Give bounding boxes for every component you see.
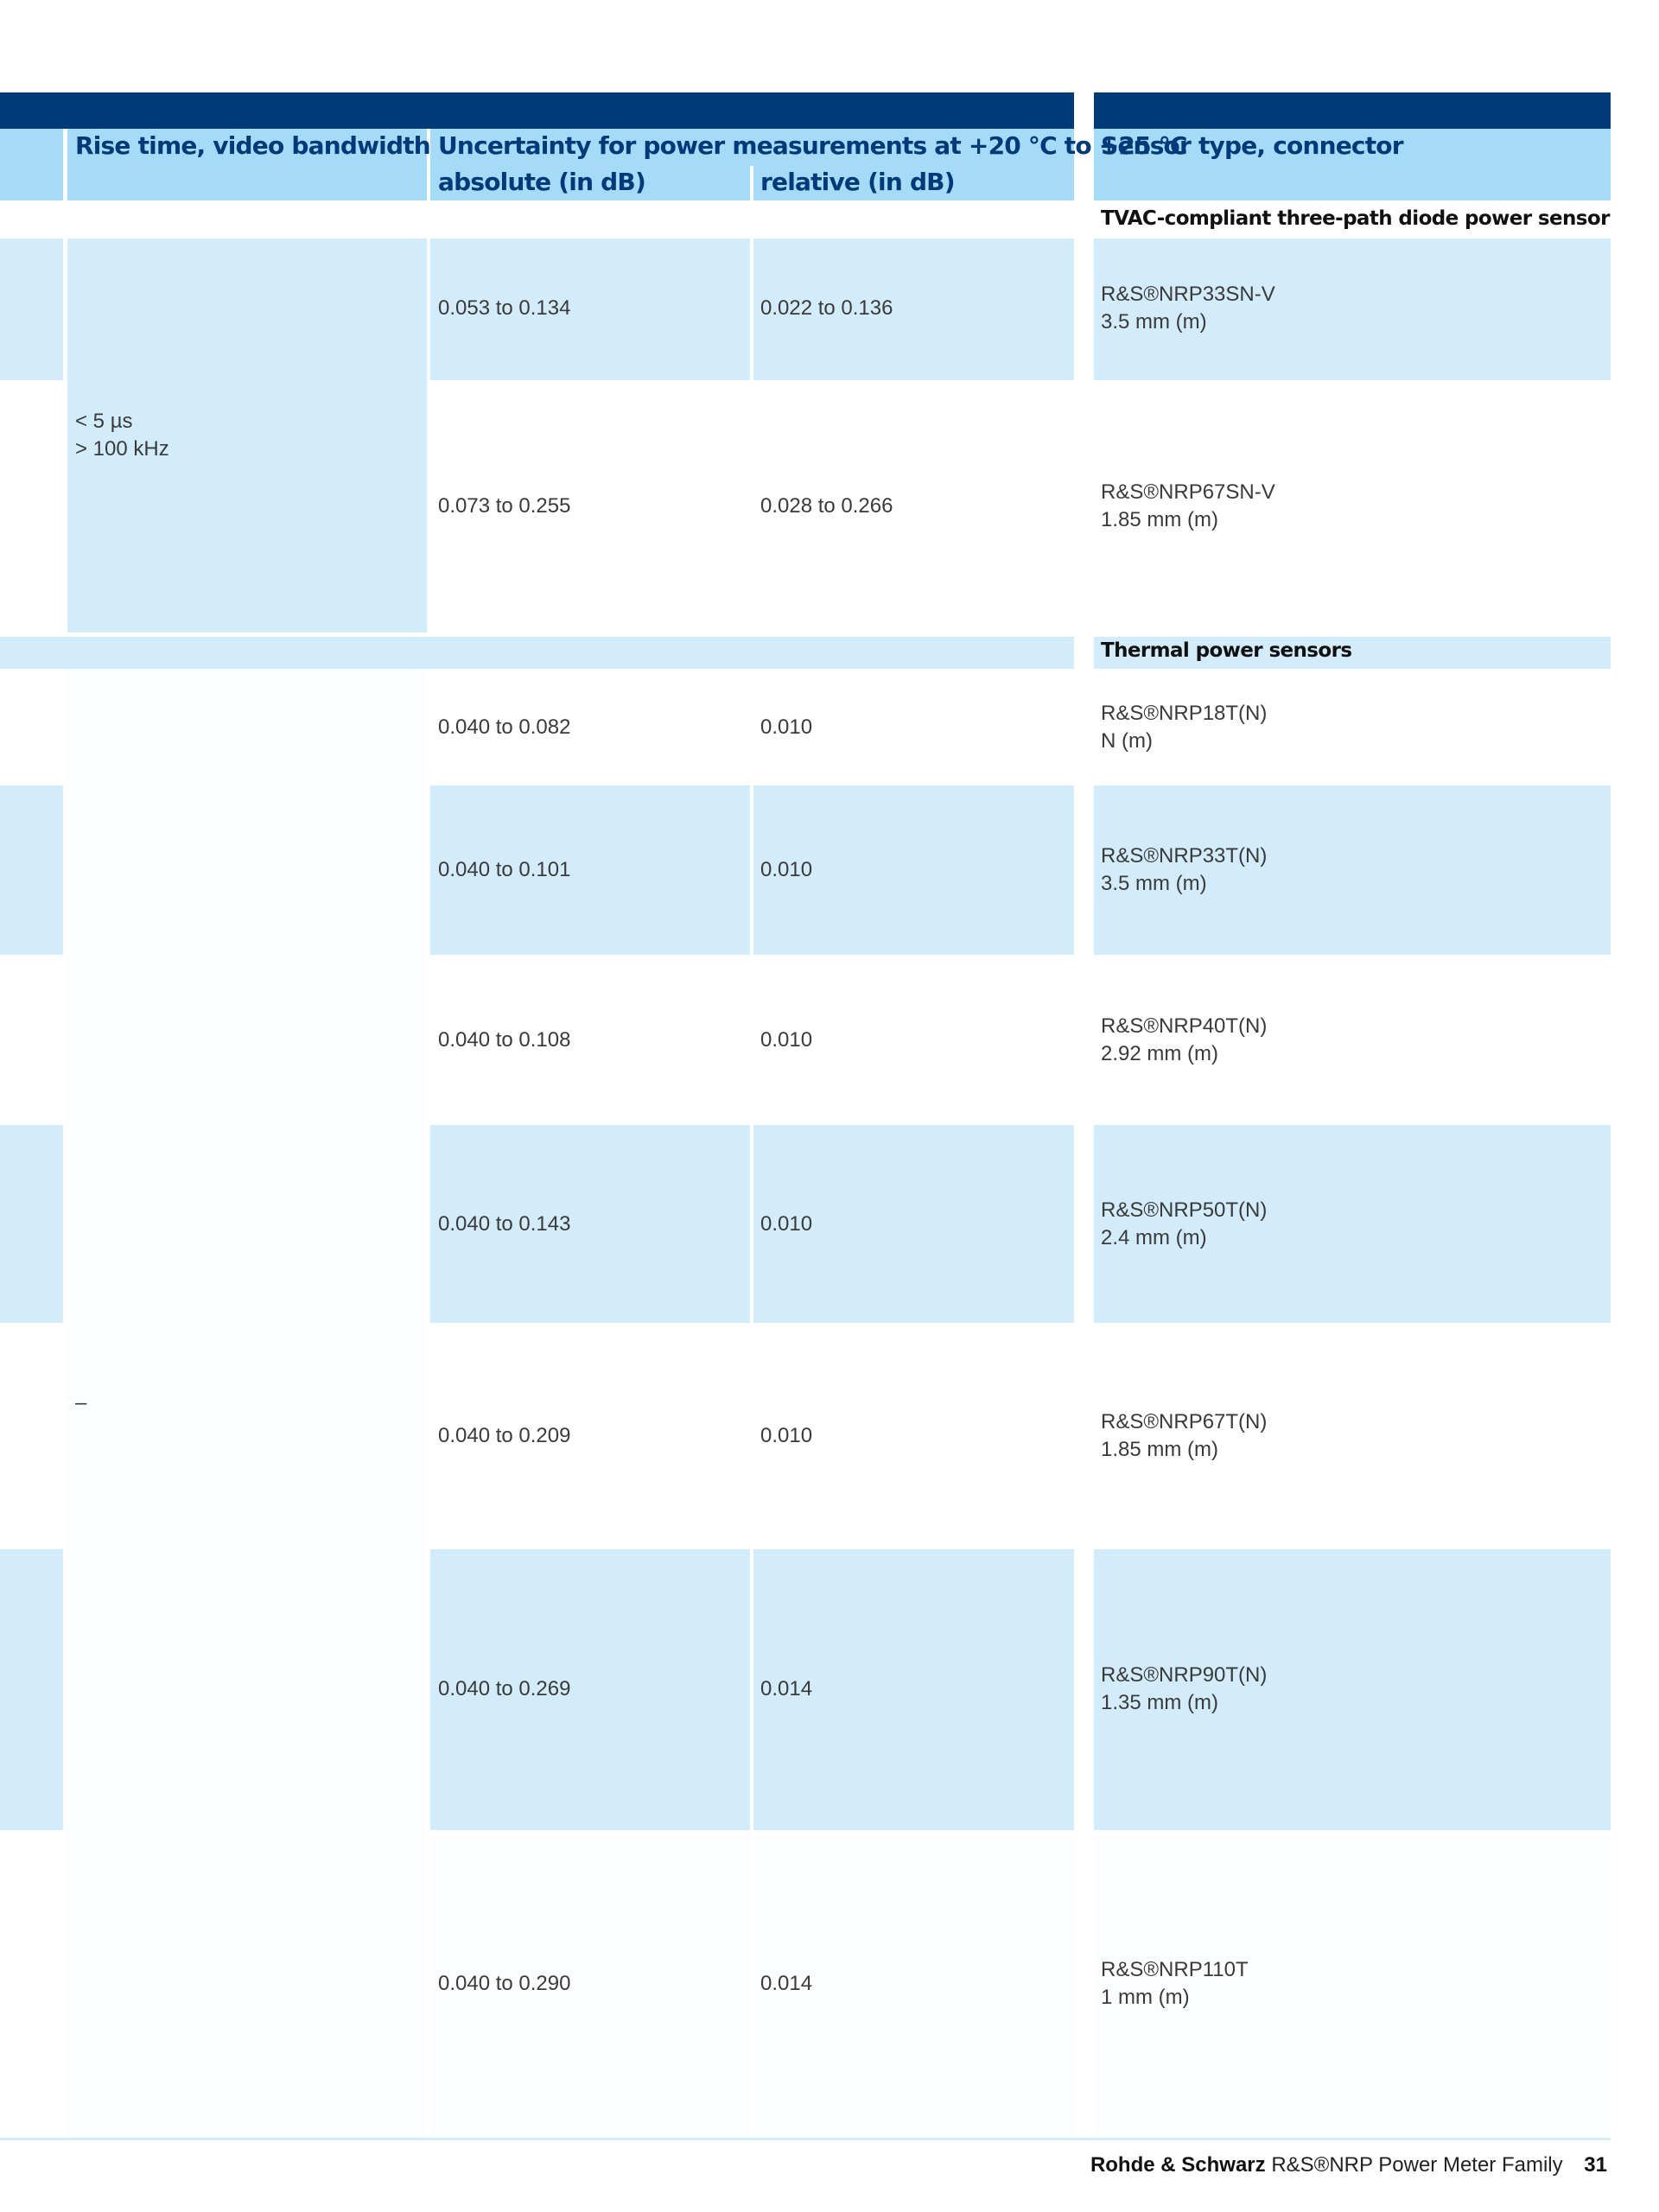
sensor-connector: 3.5 mm (m) xyxy=(1101,872,1207,895)
sensor-connector: 2.4 mm (m) xyxy=(1101,1226,1207,1249)
thermal-rise-time: – xyxy=(75,1391,87,1414)
page-number: 31 xyxy=(1584,2153,1607,2177)
sensor-connector: 3.5 mm (m) xyxy=(1101,310,1207,334)
sensor-name: R&S®NRP40T(N) xyxy=(1101,1014,1268,1038)
cell-absolute: 0.053 to 0.134 xyxy=(438,296,571,320)
cell-absolute: 0.040 to 0.082 xyxy=(438,715,571,739)
cell-sensor xyxy=(1101,479,1275,534)
sensor-name: R&S®NRP90T(N) xyxy=(1101,1663,1268,1687)
sensor-name: R&S®NRP18T(N) xyxy=(1101,702,1268,725)
cell-sensor xyxy=(1101,1662,1267,1717)
column-header-sensor-type: Sensor type, connector xyxy=(1101,131,1403,160)
tvac-rise-time: < 5 µs xyxy=(75,410,133,433)
footer-product: R&S®NRP Power Meter Family xyxy=(1271,2153,1563,2177)
cell-relative: 0.014 xyxy=(760,1972,813,1995)
cell-relative: 0.028 to 0.266 xyxy=(760,494,893,518)
cell-relative: 0.010 xyxy=(760,1424,813,1447)
section-label-tvac: TVAC-compliant three-path diode power sensor xyxy=(1101,207,1610,230)
section-band-thermal-left xyxy=(0,637,1074,669)
sensor-name: R&S®NRP67SN-V xyxy=(1101,480,1275,504)
cell-sensor xyxy=(1101,1956,1249,2012)
cell-sensor xyxy=(1101,1197,1267,1252)
thermal-rise-time-cell xyxy=(67,671,427,2139)
cell-absolute: 0.073 to 0.255 xyxy=(438,494,571,518)
sensor-connector: 1.35 mm (m) xyxy=(1101,1691,1219,1714)
header-bar-right xyxy=(1094,92,1611,129)
row-band-edge xyxy=(0,1549,63,1830)
column-header-relative: relative (in dB) xyxy=(760,168,955,196)
sensor-connector: 2.92 mm (m) xyxy=(1101,1042,1219,1065)
cell-absolute: 0.040 to 0.209 xyxy=(438,1424,571,1447)
sensor-name: R&S®NRP67T(N) xyxy=(1101,1410,1268,1433)
sensor-name: R&S®NRP33SN-V xyxy=(1101,283,1275,306)
header-subdivider xyxy=(750,166,753,200)
footer-brand: Rohde & Schwarz xyxy=(1090,2153,1266,2177)
cell-sensor xyxy=(1101,842,1267,898)
sensor-connector: 1 mm (m) xyxy=(1101,1986,1190,2009)
cell-relative: 0.022 to 0.136 xyxy=(760,296,893,320)
cell-relative: 0.010 xyxy=(760,1028,813,1052)
cell-relative: 0.010 xyxy=(760,858,813,881)
table-bottom-rule xyxy=(0,2138,1611,2140)
row-band-edge xyxy=(0,1125,63,1323)
cell-absolute: 0.040 to 0.269 xyxy=(438,1677,571,1700)
row-band-edge xyxy=(0,785,63,955)
page-footer xyxy=(1090,2153,1607,2177)
header-bar-left xyxy=(0,92,1074,129)
sensor-name: R&S®NRP50T(N) xyxy=(1101,1198,1268,1222)
cell-absolute: 0.040 to 0.108 xyxy=(438,1028,571,1052)
column-header-uncertainty: Uncertainty for power measurements at +20 °C to +25 °C xyxy=(438,131,1187,160)
column-header-absolute: absolute (in dB) xyxy=(438,168,645,196)
column-header-rise-time: Rise time, video bandwidth xyxy=(75,131,430,160)
sensor-name: R&S®NRP33T(N) xyxy=(1101,844,1268,868)
tvac-video-bandwidth: > 100 kHz xyxy=(75,437,169,461)
sensor-connector: 1.85 mm (m) xyxy=(1101,508,1219,531)
sensor-connector: N (m) xyxy=(1101,729,1153,753)
cell-sensor xyxy=(1101,1408,1267,1464)
cell-absolute: 0.040 to 0.101 xyxy=(438,858,571,881)
cell-relative: 0.010 xyxy=(760,1212,813,1236)
cell-relative: 0.010 xyxy=(760,715,813,739)
row-band-edge xyxy=(0,238,63,380)
cell-sensor xyxy=(1101,700,1267,755)
section-label-thermal: Thermal power sensors xyxy=(1101,639,1352,662)
cell-absolute: 0.040 to 0.143 xyxy=(438,1212,571,1236)
cell-sensor xyxy=(1101,281,1275,336)
sensor-connector: 1.85 mm (m) xyxy=(1101,1438,1219,1461)
sensor-name: R&S®NRP110T xyxy=(1101,1958,1249,1981)
cell-relative: 0.014 xyxy=(760,1677,813,1700)
cell-absolute: 0.040 to 0.290 xyxy=(438,1972,571,1995)
header-cell-edge xyxy=(0,129,63,200)
cell-sensor xyxy=(1101,1013,1267,1068)
